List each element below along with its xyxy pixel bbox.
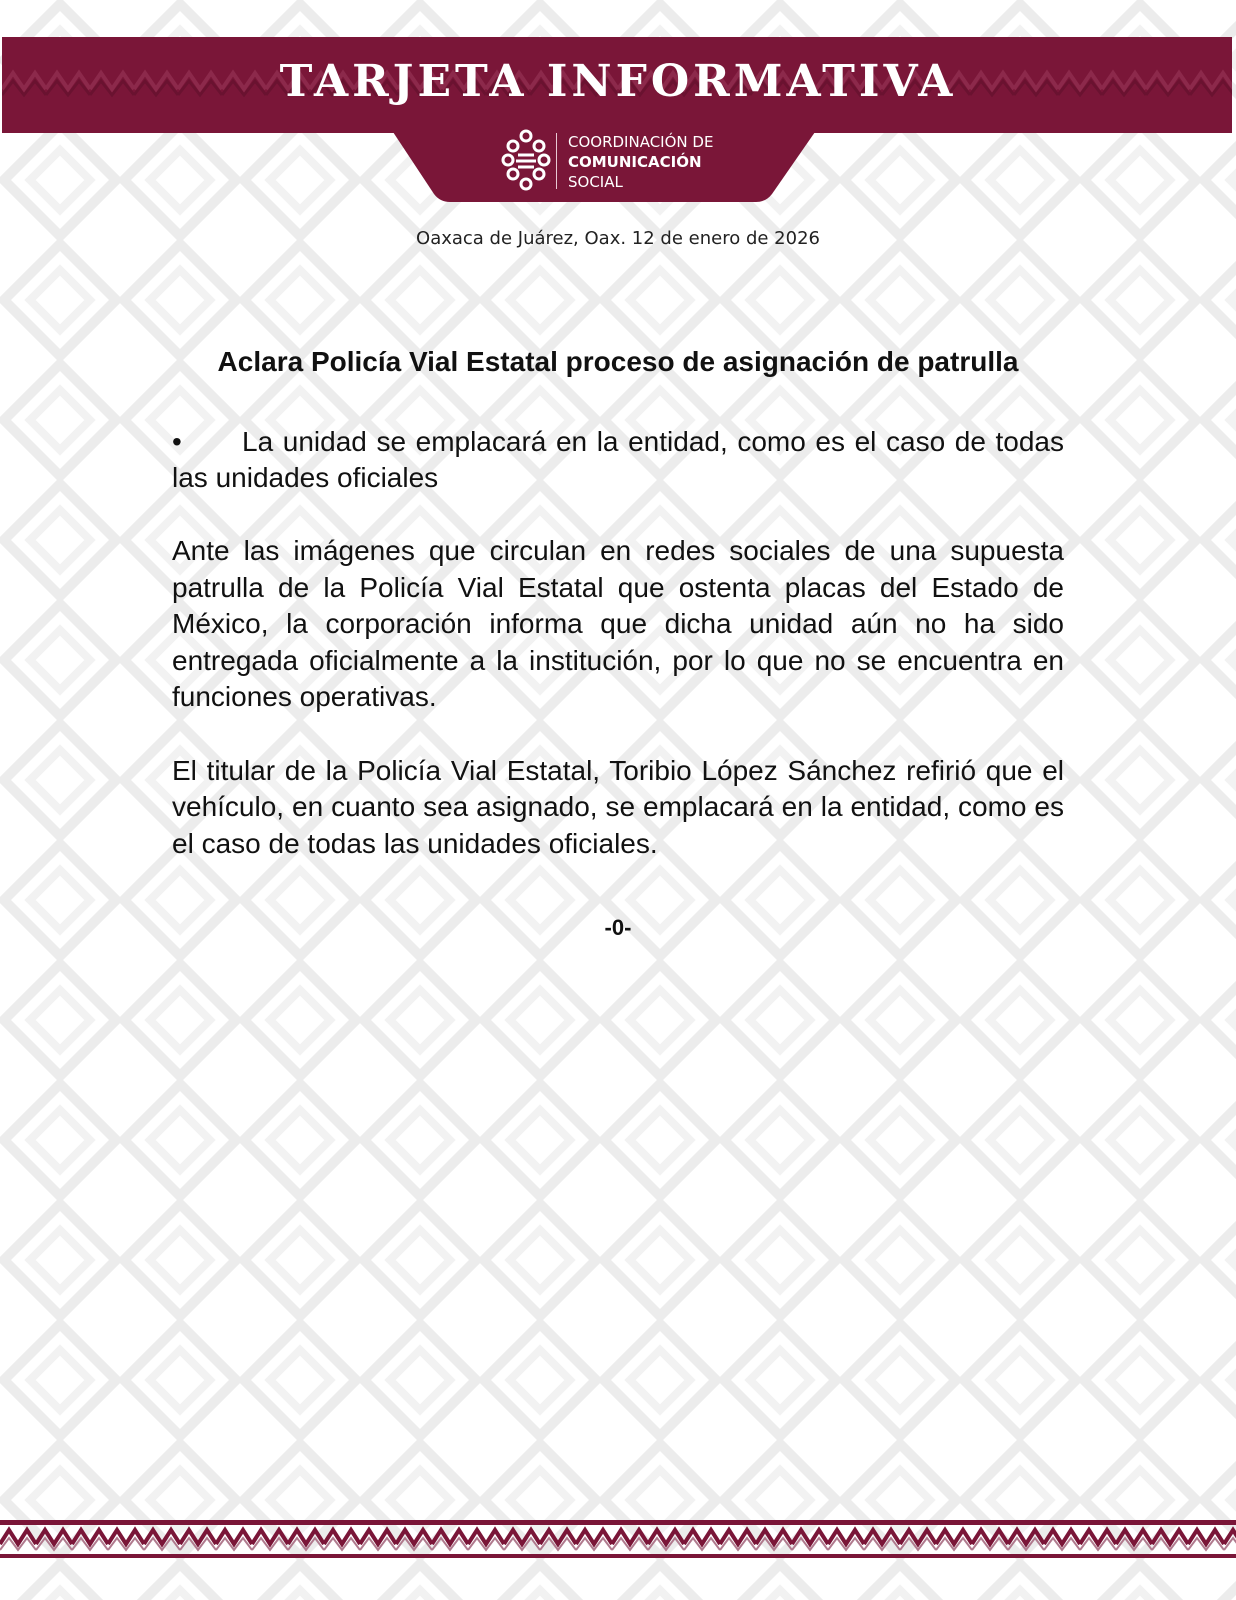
logo-line-1: COORDINACIÓN DE: [568, 133, 714, 151]
coordinacion-logo: [500, 127, 760, 197]
logo-line-2: COMUNICACIÓN: [568, 153, 702, 171]
page-title: TARJETA INFORMATIVA: [279, 56, 957, 107]
dateline: Oaxaca de Juárez, Oax. 12 de enero de 2026: [416, 228, 820, 249]
summary-bullet: [172, 424, 1064, 496]
footer-woven-band: [0, 1518, 1236, 1558]
paragraph-1: Ante las imágenes que circulan en redes sociales de una supuesta patrulla de la Policía Vial Estatal que ostenta placas del Estado de México, la corporación informa que dicha unidad aún no ha sido entregada oficialmente a la institución, por lo que no se encuentra en funciones operativas.: [172, 535, 1064, 712]
article-body: [172, 344, 1064, 941]
article-headline: Aclara Policía Vial Estatal proceso de asignación de patrulla: [217, 346, 1019, 377]
logo-line-3: SOCIAL: [568, 173, 623, 191]
bullet-marker: •: [172, 426, 182, 457]
closing-mark: -0-: [604, 915, 632, 940]
logo-text: [568, 132, 713, 192]
logo-divider: [556, 133, 557, 189]
coordinacion-logo-icon: [500, 127, 552, 197]
bullet-text: La unidad se emplacará en la entidad, como es el caso de todas las unidades oficiales: [172, 426, 1064, 493]
paragraph-2: El titular de la Policía Vial Estatal, Toribio López Sánchez refirió que el vehículo, en cuanto sea asignado, se emplacará en la entidad, como es el caso de todas las unidades oficiales.: [172, 754, 1064, 859]
